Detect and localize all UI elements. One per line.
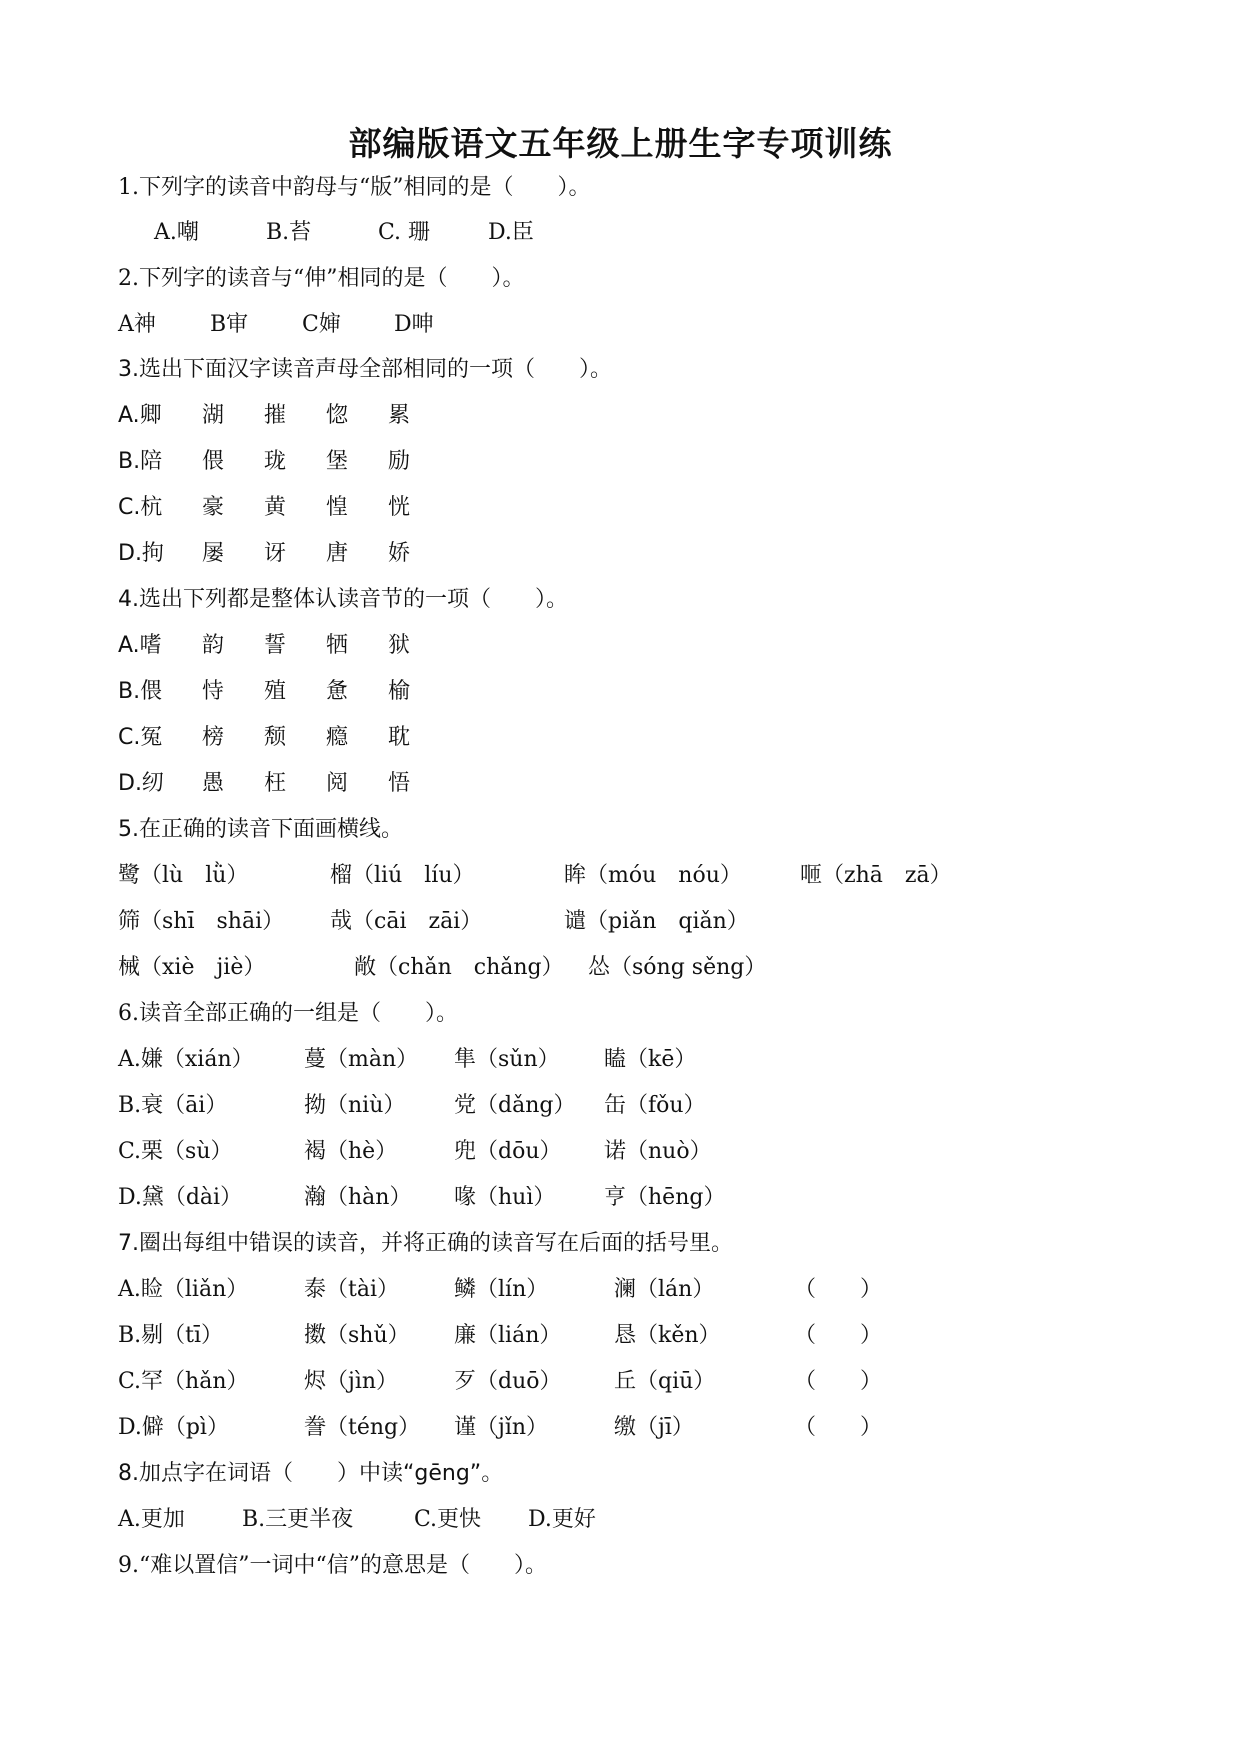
question-8-stem: 8.加点字在词语（ ）中读“gēng”。 bbox=[118, 1461, 504, 1486]
option-c: C婶 bbox=[302, 312, 341, 337]
question-7-stem: 7.圈出每组中错误的读音，并将正确的读音写在后面的括号里。 bbox=[118, 1231, 733, 1256]
reading-item: 褐（hè） bbox=[304, 1139, 398, 1164]
reading-item: 澜（lán） bbox=[614, 1277, 715, 1302]
char-cell: 悟 bbox=[388, 771, 411, 796]
reading-item: 歹（duō） bbox=[454, 1369, 562, 1394]
char-cell: B.偎 bbox=[118, 679, 163, 704]
option-a: A神 bbox=[118, 312, 156, 337]
char-cell: 摧 bbox=[264, 403, 287, 428]
question-9-stem: 9.“难以置信”一词中“信”的意思是（ ）。 bbox=[118, 1553, 547, 1578]
reading-item: 兜（dōu） bbox=[454, 1139, 562, 1164]
option-b: B.苔 bbox=[266, 220, 312, 245]
char-cell: 珑 bbox=[264, 449, 287, 474]
char-cell: 榆 bbox=[388, 679, 411, 704]
char-cell: 惚 bbox=[326, 403, 349, 428]
question-3-stem: 3.选出下面汉字读音声母全部相同的一项（ ）。 bbox=[118, 357, 612, 382]
question-4-row-d bbox=[118, 767, 411, 801]
question-3-row-b bbox=[118, 445, 411, 479]
question-7-row-b bbox=[118, 1319, 883, 1353]
reading-item: 瀚（hàn） bbox=[304, 1185, 412, 1210]
reading-item: D.僻（pì） bbox=[118, 1415, 229, 1440]
reading-item: 蔓（màn） bbox=[304, 1047, 419, 1072]
pinyin-choice: 筛（shī shāi） bbox=[118, 909, 285, 934]
question-2-stem: 2.下列字的读音与“伸”相同的是（ ）。 bbox=[118, 266, 525, 291]
char-cell: 誓 bbox=[264, 633, 287, 658]
reading-item: A.嫌（xián） bbox=[118, 1047, 254, 1072]
char-cell: D.拘 bbox=[118, 541, 164, 566]
pinyin-choice: 咂（zhā zā） bbox=[800, 863, 952, 888]
char-cell: 励 bbox=[388, 449, 411, 474]
question-4-row-b bbox=[118, 675, 411, 709]
char-cell: 屡 bbox=[202, 541, 225, 566]
answer-blank: （ ） bbox=[794, 1323, 883, 1348]
char-cell: 唐 bbox=[326, 541, 349, 566]
question-4-row-a bbox=[118, 629, 411, 663]
option-d: D.臣 bbox=[488, 220, 534, 245]
question-4-row-c bbox=[118, 721, 411, 755]
char-cell: 枉 bbox=[264, 771, 287, 796]
pinyin-choice: 哉（cāi zāi） bbox=[330, 909, 483, 934]
option-a: A.更加 bbox=[118, 1507, 185, 1532]
char-cell: B.陪 bbox=[118, 449, 163, 474]
page-title: 部编版语文五年级上册生字专项训练 bbox=[348, 124, 893, 163]
char-cell: 恃 bbox=[202, 679, 225, 704]
question-3-row-d bbox=[118, 537, 411, 571]
reading-item: 党（dǎng） bbox=[454, 1093, 576, 1118]
char-cell: 豪 bbox=[202, 495, 225, 520]
char-cell: 阅 bbox=[326, 771, 349, 796]
char-cell: 恍 bbox=[388, 495, 411, 520]
option-d: D呻 bbox=[394, 312, 434, 337]
reading-item: A.睑（liǎn） bbox=[118, 1277, 249, 1302]
char-cell: 颓 bbox=[264, 725, 287, 750]
question-6-row-a bbox=[118, 1043, 697, 1077]
question-7-row-d bbox=[118, 1411, 883, 1445]
reading-item: 擞（shǔ） bbox=[304, 1323, 410, 1348]
char-cell: 榜 bbox=[202, 725, 225, 750]
answer-blank: （ ） bbox=[794, 1415, 883, 1440]
question-6-stem: 6.读音全部正确的一组是（ ）。 bbox=[118, 1001, 458, 1026]
char-cell: C.杭 bbox=[118, 495, 163, 520]
char-cell: A.卿 bbox=[118, 403, 162, 428]
reading-item: 誊（téng） bbox=[304, 1415, 421, 1440]
option-b: B.三更半夜 bbox=[242, 1507, 354, 1532]
question-1-options bbox=[118, 216, 534, 250]
reading-item: 喙（huì） bbox=[454, 1185, 556, 1210]
reading-item: 丘（qiū） bbox=[614, 1369, 716, 1394]
pinyin-choice: 榴（liú líu） bbox=[330, 863, 475, 888]
reading-item: 拗（niù） bbox=[304, 1093, 406, 1118]
pinyin-choice: 械（xiè jiè） bbox=[118, 955, 266, 980]
reading-item: 瞌（kē） bbox=[604, 1047, 697, 1072]
char-cell: 殖 bbox=[264, 679, 287, 704]
char-cell: 惶 bbox=[326, 495, 349, 520]
question-5-row-3 bbox=[118, 951, 767, 985]
reading-item: D.黛（dài） bbox=[118, 1185, 243, 1210]
char-cell: 偎 bbox=[202, 449, 225, 474]
char-cell: 愚 bbox=[202, 771, 225, 796]
reading-item: B.剔（tī） bbox=[118, 1323, 224, 1348]
pinyin-choice: 眸（móu nóu） bbox=[564, 863, 742, 888]
answer-blank: （ ） bbox=[794, 1277, 883, 1302]
char-cell: 韵 bbox=[202, 633, 225, 658]
question-5-row-2 bbox=[118, 905, 749, 939]
question-5-row-1 bbox=[118, 859, 952, 893]
option-a: A.嘲 bbox=[154, 220, 199, 245]
question-1-stem: 1.下列字的读音中韵母与“版”相同的是（ ）。 bbox=[118, 175, 591, 200]
question-6-row-b bbox=[118, 1089, 706, 1123]
option-b: B审 bbox=[210, 312, 249, 337]
char-cell: 瘾 bbox=[326, 725, 349, 750]
option-c: C.更快 bbox=[414, 1507, 482, 1532]
pinyin-choice: 谴（piǎn qiǎn） bbox=[564, 909, 749, 934]
question-7-row-a bbox=[118, 1273, 883, 1307]
question-6-row-d bbox=[118, 1181, 726, 1215]
reading-item: B.衰（āi） bbox=[118, 1093, 228, 1118]
option-c: C. 珊 bbox=[378, 220, 431, 245]
reading-item: 恳（kěn） bbox=[614, 1323, 721, 1348]
pinyin-choice: 怂（sóng sěng） bbox=[588, 955, 767, 980]
reading-item: 亨（hēng） bbox=[604, 1185, 726, 1210]
char-cell: D.纫 bbox=[118, 771, 164, 796]
reading-item: 烬（jìn） bbox=[304, 1369, 399, 1394]
char-cell: 湖 bbox=[202, 403, 225, 428]
question-3-row-a bbox=[118, 399, 411, 433]
question-5-stem: 5.在正确的读音下面画横线。 bbox=[118, 817, 403, 842]
reading-item: 鳞（lín） bbox=[454, 1277, 549, 1302]
char-cell: C.冤 bbox=[118, 725, 163, 750]
reading-item: 隼（sǔn） bbox=[454, 1047, 560, 1072]
char-cell: 娇 bbox=[388, 541, 411, 566]
question-7-row-c bbox=[118, 1365, 883, 1399]
pinyin-choice: 敞（chǎn chǎng） bbox=[354, 955, 564, 980]
char-cell: 讶 bbox=[264, 541, 287, 566]
reading-item: C.罕（hǎn） bbox=[118, 1369, 249, 1394]
char-cell: 黄 bbox=[264, 495, 287, 520]
question-6-row-c bbox=[118, 1135, 712, 1169]
reading-item: 廉（lián） bbox=[454, 1323, 562, 1348]
char-cell: A.嗜 bbox=[118, 633, 162, 658]
question-2-options bbox=[118, 308, 434, 342]
question-4-stem: 4.选出下列都是整体认读音节的一项（ ）。 bbox=[118, 587, 568, 612]
pinyin-choice: 鹭（lù lǜ） bbox=[118, 863, 249, 888]
char-cell: 累 bbox=[388, 403, 411, 428]
reading-item: 泰（tài） bbox=[304, 1277, 399, 1302]
reading-item: 缶（fǒu） bbox=[604, 1093, 706, 1118]
reading-item: 谨（jǐn） bbox=[454, 1415, 549, 1440]
reading-item: 诺（nuò） bbox=[604, 1139, 712, 1164]
char-cell: 堡 bbox=[326, 449, 349, 474]
question-3-row-c bbox=[118, 491, 411, 525]
char-cell: 狱 bbox=[388, 633, 411, 658]
option-d: D.更好 bbox=[528, 1507, 596, 1532]
char-cell: 惫 bbox=[326, 679, 349, 704]
char-cell: 耽 bbox=[388, 725, 411, 750]
answer-blank: （ ） bbox=[794, 1369, 883, 1394]
char-cell: 牺 bbox=[326, 633, 349, 658]
reading-item: C.栗（sù） bbox=[118, 1139, 233, 1164]
reading-item: 缴（jī） bbox=[614, 1415, 694, 1440]
question-8-options bbox=[118, 1503, 596, 1537]
